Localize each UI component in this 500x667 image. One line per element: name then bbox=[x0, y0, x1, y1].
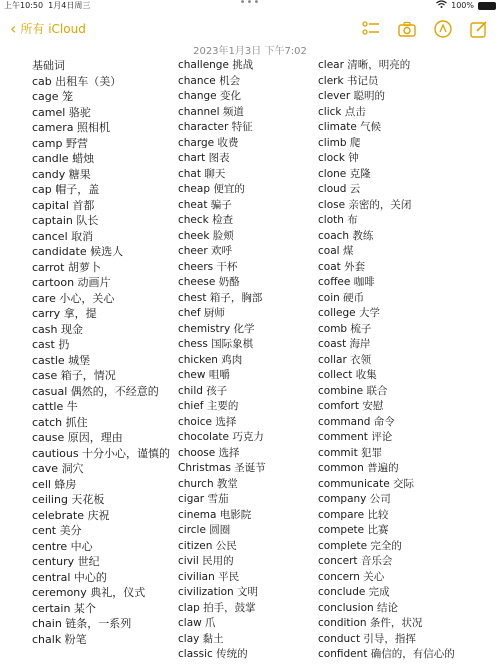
vocab-entry: chalk 粉笔 bbox=[32, 632, 87, 646]
vocab-entry: chart 图表 bbox=[178, 152, 230, 164]
vocab-entry: cave 洞穴 bbox=[32, 462, 84, 475]
vocab-entry: character 特征 bbox=[178, 121, 253, 133]
status-time: 上午10:50 1月4日周三 bbox=[4, 1, 91, 10]
vocab-entry: concert 音乐会 bbox=[318, 555, 393, 567]
camera-icon bbox=[398, 21, 416, 37]
vocab-entry: child 孩子 bbox=[178, 384, 228, 397]
vocab-entry: cheat 骗子 bbox=[178, 198, 232, 211]
wifi-icon bbox=[436, 0, 447, 12]
vocab-entry: commit 犯罪 bbox=[318, 446, 383, 459]
note-column-1[interactable] bbox=[32, 58, 172, 647]
vocab-entry: civil 民用的 bbox=[178, 555, 234, 567]
vocab-entry: close 亲密的，关闭 bbox=[318, 198, 412, 211]
vocab-entry: chain 链条，一系列 bbox=[32, 617, 132, 630]
chevron-left-icon: ‹ bbox=[10, 18, 17, 38]
vocab-entry: chef 厨师 bbox=[178, 307, 225, 319]
vocab-entry: chew 咀嚼 bbox=[178, 369, 230, 381]
vocab-entry: college 大学 bbox=[318, 307, 380, 319]
vocab-entry: cab 出租车（美） bbox=[32, 74, 122, 88]
vocab-entry: cheek 脸颊 bbox=[178, 229, 234, 242]
vocab-entry: common 普遍的 bbox=[318, 462, 399, 474]
vocab-entry: coal 煤 bbox=[318, 245, 354, 257]
vocab-entry: carrot 胡萝卜 bbox=[32, 260, 101, 274]
vocab-entry: certain 某个 bbox=[32, 601, 96, 615]
status-bar bbox=[0, 0, 500, 12]
vocab-entry: climate 气候 bbox=[318, 121, 382, 133]
vocab-entry: conclusion 结论 bbox=[318, 601, 399, 614]
checklist-button[interactable] bbox=[360, 18, 382, 40]
markup-button[interactable] bbox=[432, 18, 454, 40]
vocab-entry: Christmas 圣诞节 bbox=[178, 462, 266, 474]
vocab-entry: cartoon 动画片 bbox=[32, 276, 111, 289]
vocab-entry: complete 完全的 bbox=[318, 539, 402, 552]
back-button[interactable] bbox=[10, 20, 86, 37]
vocab-entry: clap 拍手，鼓掌 bbox=[178, 601, 256, 614]
checklist-icon bbox=[362, 20, 380, 38]
vocab-entry: company 公司 bbox=[318, 493, 391, 505]
vocab-entry: ceremony 典礼，仪式 bbox=[32, 586, 146, 599]
vocab-entry: chest 箱子，胸部 bbox=[178, 291, 263, 304]
vocab-entry: camp 野营 bbox=[32, 136, 88, 150]
vocab-entry: claw 爪 bbox=[178, 617, 216, 629]
battery-percentage: 100% bbox=[451, 1, 474, 10]
vocab-entry: chemistry 化学 bbox=[178, 322, 255, 335]
vocab-entry: camera 照相机 bbox=[32, 121, 111, 134]
vocab-entry: clone 克隆 bbox=[318, 167, 371, 180]
vocab-entry: choice 选择 bbox=[178, 415, 237, 428]
vocab-entry: combine 联合 bbox=[318, 384, 388, 397]
vocab-entry: clay 黏土 bbox=[178, 632, 224, 645]
vocab-entry: conclude 完成 bbox=[318, 586, 390, 598]
vocab-entry: coin 硬币 bbox=[318, 291, 365, 304]
vocab-entry: church 教堂 bbox=[178, 477, 238, 490]
vocab-entry: celebrate 庆祝 bbox=[32, 508, 110, 522]
vocab-entry: communicate 交际 bbox=[318, 477, 415, 490]
back-label: 所有 iCloud bbox=[20, 22, 86, 36]
vocab-entry: coach 教练 bbox=[318, 229, 374, 242]
vocab-entry: cinema 电影院 bbox=[178, 508, 252, 521]
vocab-entry: command 命令 bbox=[318, 415, 395, 428]
vocab-entry: comment 评论 bbox=[318, 431, 393, 443]
vocab-entry: cast 扔 bbox=[32, 338, 70, 351]
vocab-entry: check 检查 bbox=[178, 214, 234, 226]
vocab-entry: case 箱子，情况 bbox=[32, 369, 116, 382]
vocab-entry: care 小心，关心 bbox=[32, 291, 115, 305]
markup-pen-icon bbox=[434, 20, 452, 38]
vocab-entry: channel 频道 bbox=[178, 105, 244, 118]
vocab-entry: compare 比较 bbox=[318, 508, 389, 521]
vocab-entry: concern 关心 bbox=[318, 570, 385, 583]
vocab-entry: click 点击 bbox=[318, 105, 366, 118]
vocab-entry: century 世纪 bbox=[32, 555, 100, 568]
vocab-entry: camel 骆驼 bbox=[32, 105, 91, 119]
vocab-entry: cash 现金 bbox=[32, 322, 83, 336]
vocab-entry: cheer 欢呼 bbox=[178, 245, 233, 257]
vocab-entry: challenge 挑战 bbox=[178, 59, 254, 71]
vocab-entry: cage 笼 bbox=[32, 90, 74, 103]
vocab-entry: civilization 文明 bbox=[178, 586, 259, 598]
battery-icon bbox=[478, 2, 496, 10]
vocab-entry: cheers 干杯 bbox=[178, 260, 238, 273]
vocab-entry: coffee 咖啡 bbox=[318, 276, 375, 288]
note-column-3[interactable] bbox=[318, 58, 493, 663]
vocab-entry: change 变化 bbox=[178, 90, 241, 102]
vocab-entry: chocolate 巧克力 bbox=[178, 431, 264, 443]
vocab-entry: ceiling 天花板 bbox=[32, 493, 105, 506]
vocab-entry: centre 中心 bbox=[32, 539, 93, 553]
vocab-entry: charge 收费 bbox=[178, 136, 239, 149]
vocab-entry: chicken 鸡肉 bbox=[178, 353, 243, 366]
vocab-entry: conduct 引导，指挥 bbox=[318, 632, 416, 645]
compose-icon bbox=[470, 20, 488, 38]
vocab-entry: captain 队长 bbox=[32, 214, 99, 227]
vocab-entry: clock 钟 bbox=[318, 152, 359, 164]
vocab-entry: cheese 奶酪 bbox=[178, 276, 240, 288]
vocab-entry: cause 原因，理由 bbox=[32, 431, 123, 444]
vocab-entry: cautious 十分小心，谨慎的 bbox=[32, 446, 171, 460]
vocab-entry: chance 机会 bbox=[178, 74, 241, 87]
vocab-entry: civilian 平民 bbox=[178, 570, 240, 583]
vocab-entry: clerk 书记员 bbox=[318, 74, 379, 87]
multitasking-dots-icon[interactable]: ••• bbox=[239, 0, 261, 8]
vocab-entry: cent 美分 bbox=[32, 524, 82, 537]
note-column-2[interactable] bbox=[178, 58, 313, 663]
vocab-entry: catch 抓住 bbox=[32, 415, 88, 429]
vocab-entry: clear 清晰，明亮的 bbox=[318, 59, 411, 71]
vocab-entry: chief 主要的 bbox=[178, 400, 239, 412]
vocab-entry: circle 圆圈 bbox=[178, 524, 231, 536]
vocab-entry: cattle 牛 bbox=[32, 400, 78, 413]
compose-button[interactable] bbox=[468, 18, 490, 40]
vocab-entry: coast 海岸 bbox=[318, 338, 371, 350]
vocab-entry: compete 比赛 bbox=[318, 524, 389, 536]
vocab-entry: candidate 候选人 bbox=[32, 245, 124, 258]
vocab-entry: cloth 布 bbox=[318, 214, 358, 226]
vocab-entry: confident 确信的，有信心的 bbox=[318, 648, 455, 660]
vocab-entry: clever 聪明的 bbox=[318, 90, 385, 102]
vocab-entry: comfort 安慰 bbox=[318, 400, 384, 412]
vocab-entry: capital 首都 bbox=[32, 198, 95, 212]
vocab-entry: citizen 公民 bbox=[178, 539, 237, 552]
vocab-entry: cell 蜂房 bbox=[32, 477, 77, 491]
vocab-entry: condition 条件，状况 bbox=[318, 617, 423, 629]
vocab-entry: comb 梳子 bbox=[318, 322, 372, 335]
vocab-entry: cigar 雪茄 bbox=[178, 493, 229, 505]
vocab-entry: choose 选择 bbox=[178, 446, 240, 459]
vocab-entry: candle 蜡烛 bbox=[32, 152, 95, 165]
vocab-entry: cheap 便宜的 bbox=[178, 183, 245, 195]
note-timestamp: 2023年1月3日 下午7:02 bbox=[193, 46, 307, 57]
vocab-entry: cloud 云 bbox=[318, 183, 361, 195]
vocab-entry: climb 爬 bbox=[318, 136, 361, 149]
vocab-entry: cap 帽子，盖 bbox=[32, 183, 100, 196]
vocab-entry: collar 衣领 bbox=[318, 353, 372, 366]
vocab-entry: carry 拿，提 bbox=[32, 307, 97, 320]
camera-button[interactable] bbox=[396, 18, 418, 40]
vocab-entry: castle 城堡 bbox=[32, 353, 91, 367]
vocab-entry: central 中心的 bbox=[32, 570, 107, 584]
vocab-entry: cancel 取消 bbox=[32, 229, 94, 243]
note-toolbar bbox=[0, 14, 500, 44]
vocab-entry: chat 聊天 bbox=[178, 167, 226, 180]
vocab-entry: coat 外套 bbox=[318, 260, 366, 273]
vocab-entry: candy 糖果 bbox=[32, 167, 91, 181]
note-heading: 基础词 bbox=[32, 59, 65, 72]
vocab-entry: chess 国际象棋 bbox=[178, 338, 254, 350]
vocab-entry: classic 传统的 bbox=[178, 648, 248, 660]
vocab-entry: casual 偶然的，不经意的 bbox=[32, 384, 159, 398]
vocab-entry: collect 收集 bbox=[318, 369, 377, 381]
